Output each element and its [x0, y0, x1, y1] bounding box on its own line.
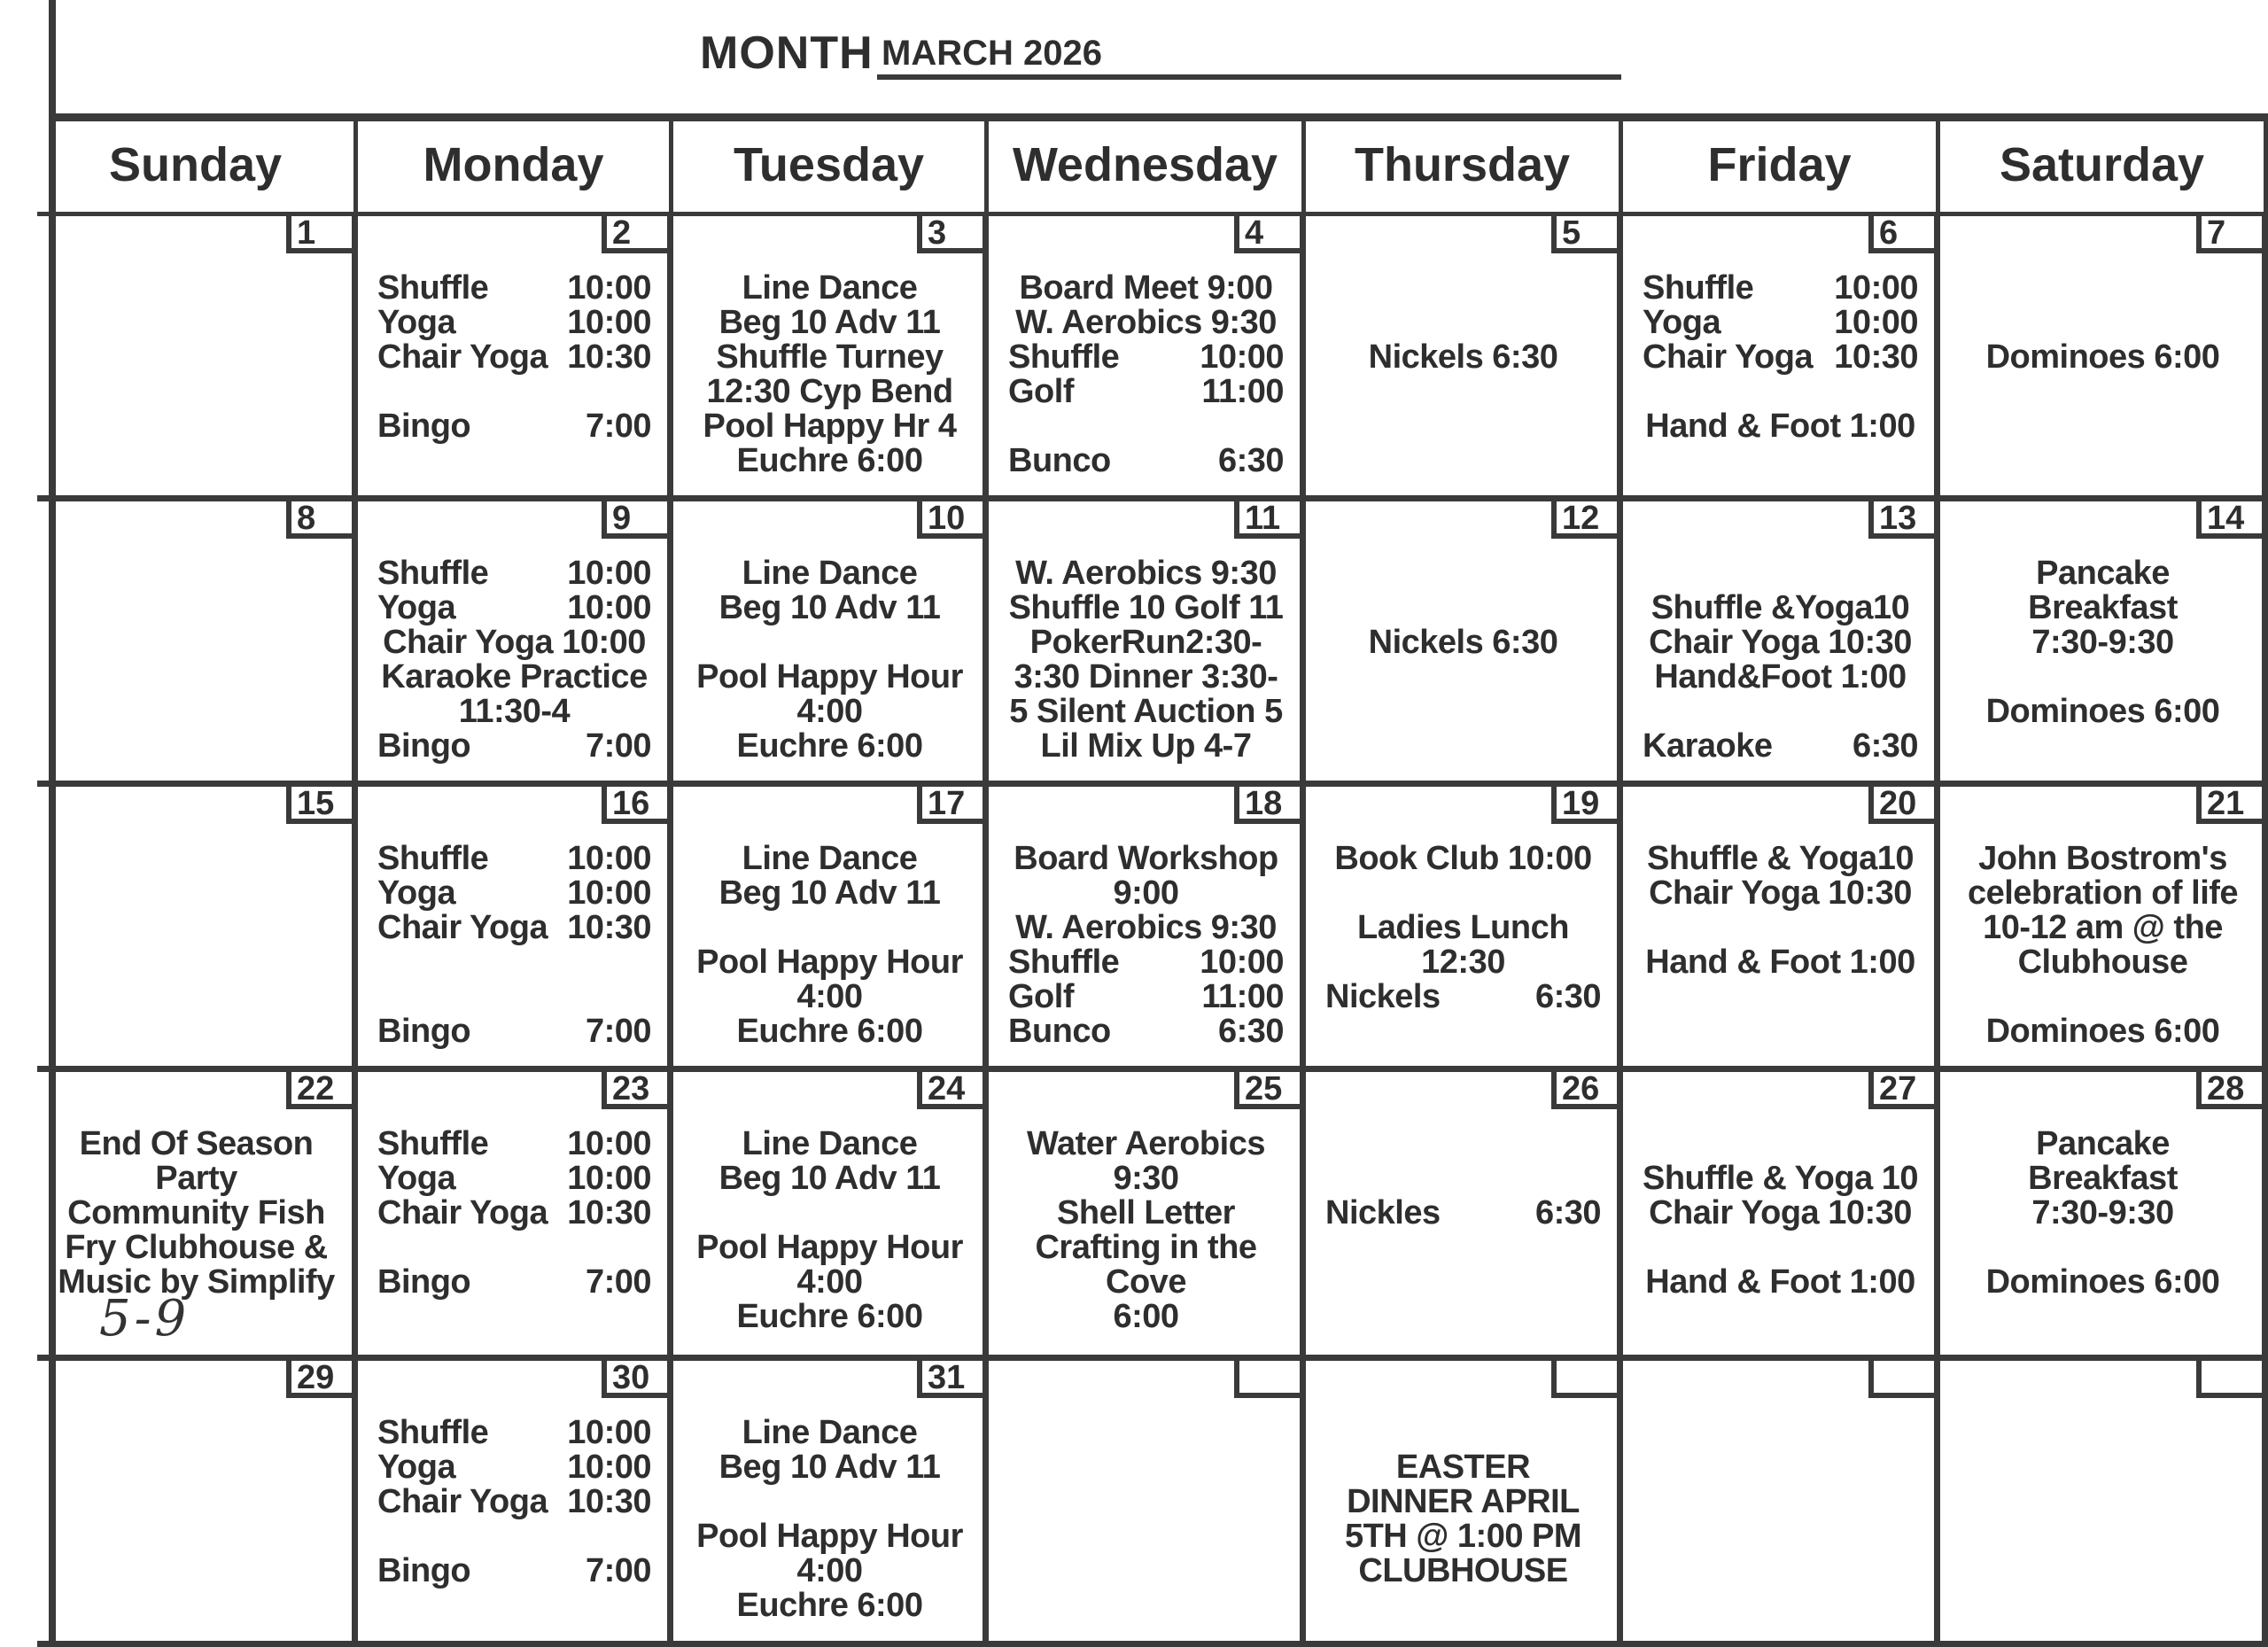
event-name: Chair Yoga: [377, 1483, 548, 1520]
event-line: Line Dance: [742, 269, 918, 307]
event-line: Pool Happy Hr 4: [703, 408, 957, 445]
month-value: MARCH 2026: [882, 34, 1102, 73]
event-line: Shuffle Turney: [716, 338, 944, 376]
day-cell: [1306, 501, 1623, 787]
day-cell: [1623, 1361, 1940, 1647]
event-time: 7:00: [585, 1552, 651, 1589]
event-line: Chair Yoga 10:30: [1649, 874, 1912, 912]
day-cell: [358, 1361, 673, 1647]
event-line: Line Dance: [742, 840, 918, 877]
day-number: 12: [1551, 501, 1617, 539]
event-time: 6:30: [1217, 442, 1284, 479]
event-name: Yoga: [1643, 304, 1721, 341]
day-number: [1551, 1361, 1617, 1398]
event-line: [377, 1450, 651, 1485]
event-time: 10:30: [567, 1194, 651, 1231]
event-line: Hand & Foot 1:00: [1645, 1263, 1915, 1301]
event-line: [1643, 306, 1918, 340]
day-cell: [1306, 1361, 1623, 1647]
day-number: 20: [1868, 787, 1934, 824]
event-line: [1325, 980, 1601, 1014]
event-line: Nickels 6:30: [1368, 624, 1558, 661]
event-time: 10:30: [567, 338, 651, 376]
day-events: [377, 271, 651, 444]
event-line: celebration of life: [1967, 874, 2239, 912]
day-cell: [1940, 1361, 2268, 1647]
event-name: Yoga: [377, 304, 456, 341]
event-line: W. Aerobics 9:30: [1015, 304, 1277, 341]
event-line: Chair Yoga 10:30: [1649, 1194, 1912, 1231]
day-number: 5: [1551, 216, 1617, 253]
event-line: Euchre 6:00: [736, 1298, 923, 1335]
day-cell: [989, 787, 1306, 1072]
event-line: Euchre 6:00: [736, 1587, 923, 1624]
day-number: 15: [286, 787, 352, 824]
event-line: Beg 10 Adv 11: [718, 1449, 941, 1486]
event-line: 5TH @ 1:00 PM: [1344, 1518, 1582, 1555]
day-events: [57, 1127, 336, 1300]
event-line: W. Aerobics 9:30: [1015, 909, 1277, 946]
event-line: Board Meet 9:00: [1019, 269, 1273, 307]
event-line: Water Aerobics: [1027, 1125, 1265, 1162]
event-line: 6:00: [1113, 1298, 1179, 1335]
event-name: Chair Yoga: [377, 1194, 548, 1231]
event-line: [377, 1265, 651, 1300]
event-name: Bingo: [377, 408, 471, 445]
event-line: Chair Yoga 10:30: [1649, 624, 1912, 661]
day-events: [1643, 556, 1918, 764]
event-name: Nickels: [1325, 978, 1441, 1015]
event-line: Breakfast: [2028, 1160, 2178, 1197]
day-number: 25: [1234, 1072, 1300, 1109]
event-name: Shuffle: [377, 269, 489, 307]
event-line: 9:00: [1113, 874, 1179, 912]
event-time: 10:00: [567, 304, 651, 341]
day-events: [1325, 842, 1601, 1014]
weekday-header: Saturday: [1940, 117, 2268, 216]
event-name: Shuffle: [377, 1125, 489, 1162]
event-line: Euchre 6:00: [736, 1013, 923, 1050]
event-line: [377, 1161, 651, 1196]
event-line: Fry Clubhouse &: [65, 1229, 328, 1266]
event-time: 10:00: [567, 874, 651, 912]
event-line: Community Fish: [67, 1194, 325, 1231]
day-cell: [1306, 216, 1623, 501]
event-line: DINNER APRIL: [1347, 1483, 1580, 1520]
day-cell: [1623, 501, 1940, 787]
event-line: Music by Simplify: [58, 1263, 335, 1301]
handwritten-note: 5-9: [99, 1290, 190, 1348]
event-line: Cove: [1106, 1263, 1186, 1301]
day-number: 22: [286, 1072, 352, 1109]
event-line: [377, 1127, 651, 1161]
event-line: End Of Season: [79, 1125, 314, 1162]
event-line: 3:30 Dinner 3:30-: [1014, 658, 1278, 695]
event-line: CLUBHOUSE: [1358, 1552, 1568, 1589]
event-line: Lil Mix Up 4-7: [1040, 727, 1252, 765]
event-line: Dominoes 6:00: [1985, 1013, 2220, 1050]
weekday-header: Friday: [1623, 117, 1940, 216]
event-line: Shuffle & Yoga10: [1647, 840, 1914, 877]
event-line: Ladies Lunch: [1357, 909, 1569, 946]
day-cell: [358, 787, 673, 1072]
event-time: 7:00: [585, 1013, 651, 1050]
day-events: [1643, 842, 1918, 980]
event-line: [1008, 444, 1284, 478]
day-number: 16: [602, 787, 667, 824]
day-number: 23: [602, 1072, 667, 1109]
event-line: [377, 409, 651, 444]
event-time: 10:00: [567, 1449, 651, 1486]
event-line: [1008, 375, 1284, 409]
event-time: 10:00: [567, 589, 651, 626]
day-cell: [1623, 787, 1940, 1072]
day-cell: [673, 216, 989, 501]
event-line: Book Club 10:00: [1334, 840, 1592, 877]
day-events: [1960, 842, 2246, 1049]
day-cell: [989, 501, 1306, 787]
day-events: [1325, 271, 1601, 375]
event-line: 11:30-4: [458, 693, 571, 730]
event-line: Pool Happy Hour: [696, 1518, 963, 1555]
event-name: Bingo: [377, 1263, 471, 1301]
day-number: 2: [602, 216, 667, 253]
event-time: 10:00: [567, 1160, 651, 1197]
day-events: [377, 1416, 651, 1589]
event-name: Nickles: [1325, 1194, 1441, 1231]
event-name: Shuffle: [1008, 338, 1120, 376]
event-line: Nickels 6:30: [1368, 338, 1558, 376]
event-line: [377, 876, 651, 911]
event-line: 4:00: [796, 978, 863, 1015]
event-name: Bunco: [1008, 1013, 1111, 1050]
day-events: [1325, 1127, 1601, 1231]
day-cell: [673, 787, 989, 1072]
day-events: [1325, 556, 1601, 660]
event-name: Shuffle: [377, 840, 489, 877]
event-line: Hand&Foot 1:00: [1654, 658, 1907, 695]
day-cell: [37, 787, 358, 1072]
event-line: Karaoke Practice: [381, 658, 648, 695]
event-line: Line Dance: [742, 1125, 918, 1162]
event-name: Chair Yoga: [1643, 338, 1814, 376]
event-time: 10:00: [567, 1414, 651, 1451]
event-time: 10:00: [1200, 944, 1284, 981]
day-events: [693, 1416, 967, 1623]
event-line: [1008, 1014, 1284, 1049]
event-line: Pool Happy Hour: [696, 658, 963, 695]
event-time: 10:00: [1834, 304, 1918, 341]
event-line: Dominoes 6:00: [1985, 693, 2220, 730]
event-name: Chair Yoga: [377, 909, 548, 946]
event-time: 10:00: [567, 269, 651, 307]
day-cell: [1940, 787, 2268, 1072]
event-time: 10:30: [567, 909, 651, 946]
day-number: 9: [602, 501, 667, 539]
event-line: [377, 1196, 651, 1231]
event-line: EASTER: [1395, 1449, 1531, 1486]
day-number: 13: [1868, 501, 1934, 539]
day-number: 24: [917, 1072, 983, 1109]
event-line: Line Dance: [742, 1414, 918, 1451]
event-name: Golf: [1008, 978, 1074, 1015]
event-name: Yoga: [377, 1449, 456, 1486]
event-line: [377, 1416, 651, 1450]
day-cell: [989, 216, 1306, 501]
day-number: [2196, 1361, 2262, 1398]
day-cell: [358, 1072, 673, 1361]
event-time: 6:30: [1534, 978, 1601, 1015]
day-cell: [989, 1072, 1306, 1361]
day-events: [377, 556, 651, 764]
day-events: [1325, 1416, 1601, 1589]
event-line: [377, 556, 651, 591]
day-cell: [673, 1072, 989, 1361]
event-line: Shuffle &Yoga10: [1651, 589, 1910, 626]
day-events: [693, 271, 967, 478]
day-events: [1008, 842, 1284, 1049]
day-cell: [673, 1361, 989, 1647]
day-number: [1234, 1361, 1300, 1398]
event-line: Dominoes 6:00: [1985, 338, 2220, 376]
event-time: 10:30: [567, 1483, 651, 1520]
event-line: Beg 10 Adv 11: [718, 874, 941, 912]
day-cell: [37, 1072, 358, 1361]
day-events: [377, 1127, 651, 1300]
event-line: [377, 729, 651, 764]
event-time: 6:30: [1852, 727, 1918, 765]
event-line: Euchre 6:00: [736, 727, 923, 765]
day-number: 31: [917, 1361, 983, 1398]
event-name: Shuffle: [377, 1414, 489, 1451]
event-line: Line Dance: [742, 555, 918, 592]
event-time: 7:00: [585, 408, 651, 445]
day-events: [693, 842, 967, 1049]
day-number: 4: [1234, 216, 1300, 253]
day-number: 8: [286, 501, 352, 539]
event-line: Pancake: [2036, 1125, 2170, 1162]
event-name: Bingo: [377, 1013, 471, 1050]
day-cell: [1623, 1072, 1940, 1361]
day-cell: [358, 216, 673, 501]
event-line: [1643, 340, 1918, 375]
event-line: Hand & Foot 1:00: [1645, 944, 1915, 981]
day-cell: [1940, 1072, 2268, 1361]
event-time: 10:00: [1200, 338, 1284, 376]
event-line: Beg 10 Adv 11: [718, 589, 941, 626]
day-cell: [989, 1361, 1306, 1647]
day-cell: [1940, 501, 2268, 787]
day-number: 18: [1234, 787, 1300, 824]
event-line: 10-12 am @ the: [1983, 909, 2223, 946]
day-number: 28: [2196, 1072, 2262, 1109]
event-time: 10:00: [567, 1125, 651, 1162]
day-cell: [1306, 1072, 1623, 1361]
day-number: 6: [1868, 216, 1934, 253]
event-time: 6:30: [1217, 1013, 1284, 1050]
event-line: Party: [155, 1160, 237, 1197]
event-line: [1008, 980, 1284, 1014]
weekday-header: Tuesday: [673, 117, 989, 216]
day-number: 26: [1551, 1072, 1617, 1109]
day-number: 10: [917, 501, 983, 539]
day-number: 29: [286, 1361, 352, 1398]
day-events: [1008, 556, 1284, 764]
event-line: [377, 1554, 651, 1589]
day-cell: [358, 501, 673, 787]
event-line: Shell Letter: [1057, 1194, 1235, 1231]
event-line: [377, 340, 651, 375]
event-line: [377, 911, 651, 945]
event-line: Pool Happy Hour: [696, 944, 963, 981]
event-name: Golf: [1008, 373, 1074, 410]
day-number: 17: [917, 787, 983, 824]
day-cell: [1623, 216, 1940, 501]
event-name: Bingo: [377, 1552, 471, 1589]
month-underline: [877, 74, 1621, 80]
event-line: Pancake: [2036, 555, 2170, 592]
day-events: [693, 556, 967, 764]
event-line: [1008, 945, 1284, 980]
event-time: 7:00: [585, 1263, 651, 1301]
event-line: [377, 1014, 651, 1049]
event-line: [1325, 1196, 1601, 1231]
event-name: Yoga: [377, 1160, 456, 1197]
event-name: Shuffle: [1643, 269, 1754, 307]
event-name: Bingo: [377, 727, 471, 765]
event-line: 4:00: [796, 693, 863, 730]
event-line: Board Workshop: [1014, 840, 1278, 877]
page-title: MONTH: [700, 27, 874, 79]
day-cell: [37, 501, 358, 787]
event-line: [377, 271, 651, 306]
event-name: Bunco: [1008, 442, 1111, 479]
day-cell: [1306, 787, 1623, 1072]
day-cell: [37, 216, 358, 501]
day-cell: [1940, 216, 2268, 501]
event-line: PokerRun2:30-: [1029, 624, 1262, 661]
event-line: Pool Happy Hour: [696, 1229, 963, 1266]
day-events: [1960, 271, 2246, 375]
event-line: [377, 591, 651, 625]
day-events: [693, 1127, 967, 1334]
event-line: Shuffle & Yoga 10: [1643, 1160, 1919, 1197]
day-events: [1643, 271, 1918, 444]
day-events: [1008, 271, 1284, 478]
event-line: Euchre 6:00: [736, 442, 923, 479]
event-line: Clubhouse: [2017, 944, 2188, 981]
day-cell: [37, 1361, 358, 1647]
event-name: Yoga: [377, 874, 456, 912]
day-events: [1960, 556, 2246, 729]
event-line: 12:30: [1421, 944, 1505, 981]
event-line: Crafting in the: [1035, 1229, 1257, 1266]
day-events: [1960, 1127, 2246, 1300]
event-time: 11:00: [1201, 978, 1284, 1015]
event-time: 10:30: [1834, 338, 1918, 376]
day-cell: [673, 501, 989, 787]
event-line: [377, 842, 651, 876]
event-line: [1008, 340, 1284, 375]
weekday-header: Sunday: [37, 117, 358, 216]
event-line: 7:30-9:30: [2031, 1194, 2174, 1231]
day-events: [1008, 1127, 1284, 1334]
day-number: 11: [1234, 501, 1300, 539]
day-number: 27: [1868, 1072, 1934, 1109]
event-line: Shuffle 10 Golf 11: [1008, 589, 1284, 626]
event-name: Shuffle: [1008, 944, 1120, 981]
event-time: 6:30: [1534, 1194, 1601, 1231]
event-line: Hand & Foot 1:00: [1645, 408, 1915, 445]
event-line: 4:00: [796, 1552, 863, 1589]
event-line: [1643, 271, 1918, 306]
day-number: 1: [286, 216, 352, 253]
event-line: Beg 10 Adv 11: [718, 1160, 941, 1197]
event-line: [377, 306, 651, 340]
day-events: [377, 842, 651, 1049]
event-line: John Bostrom's: [1978, 840, 2227, 877]
event-line: 9:30: [1113, 1160, 1179, 1197]
event-line: Beg 10 Adv 11: [718, 304, 941, 341]
event-line: W. Aerobics 9:30: [1015, 555, 1277, 592]
day-number: 7: [2196, 216, 2262, 253]
day-events: [1643, 1127, 1918, 1300]
event-line: Chair Yoga 10:00: [383, 624, 646, 661]
event-line: [1643, 729, 1918, 764]
weekday-header: Wednesday: [989, 117, 1306, 216]
day-number: 3: [917, 216, 983, 253]
day-number: 19: [1551, 787, 1617, 824]
event-line: 12:30 Cyp Bend: [706, 373, 953, 410]
event-line: 7:30-9:30: [2031, 624, 2174, 661]
day-number: 14: [2196, 501, 2262, 539]
event-name: Yoga: [377, 589, 456, 626]
event-name: Karaoke: [1643, 727, 1773, 765]
event-line: 5 Silent Auction 5: [1009, 693, 1283, 730]
day-number: 21: [2196, 787, 2262, 824]
day-number: 30: [602, 1361, 667, 1398]
calendar-grid: [37, 117, 2268, 1647]
event-name: Shuffle: [377, 555, 489, 592]
weekday-header: Monday: [358, 117, 673, 216]
event-name: Chair Yoga: [377, 338, 548, 376]
weekday-header: Thursday: [1306, 117, 1623, 216]
event-time: 7:00: [585, 727, 651, 765]
event-line: Dominoes 6:00: [1985, 1263, 2220, 1301]
event-time: 10:00: [1834, 269, 1918, 307]
event-time: 10:00: [567, 555, 651, 592]
event-time: 10:00: [567, 840, 651, 877]
event-line: Breakfast: [2028, 589, 2178, 626]
day-number: [1868, 1361, 1934, 1398]
event-line: [377, 1485, 651, 1519]
event-line: 4:00: [796, 1263, 863, 1301]
event-time: 11:00: [1201, 373, 1284, 410]
